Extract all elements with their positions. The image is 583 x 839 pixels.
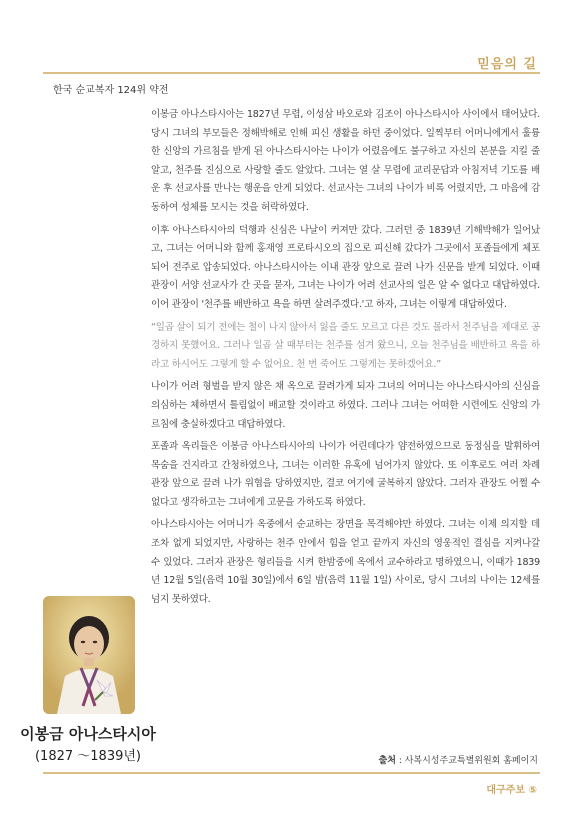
quote-paragraph: “일곱 살이 되기 전에는 철이 나지 않아서 잃을 줄도 모르고 다른 것도 몰라서 천주님을 제대로 공경하지 못했어요. 그러나 일곱 살 때부터는 천주를 섬겨 왔으니, 오늘 천주님을 배반하고 욕을 하라고 하시어도 그렇게 할 수 없어요. 천 번 죽어도 그렇게는 못하겠어요.” — [151, 321, 540, 370]
paragraph-2: 이후 아나스타시아의 덕행과 신심은 나날이 커져만 갔다. 그러던 중 1839년 기해박해가 일어났고, 그녀는 어머니와 함께 홍재영 프로타시오의 집으로 피신해 갔다가 그곳에서 포졸들에게 체포되어 전주로 압송되었다. 아나스타시아는 이내 관장 앞으로 끌려 나가 신문을 받게 되었다. 이때 관장이 서양 선교사가 간 곳을 묻자, 그녀는 나이가 어려 선교사의 일은 알 수 없다고 대답하였다. 이어 관장이 '천주를 배반하고 욕을 하면 살려주겠다.'고 하자, 그녀는 이렇게 대답하였다. — [151, 224, 540, 310]
article-body — [151, 106, 540, 613]
paragraph-5: 포졸과 옥리들은 이봉금 아나스타시아의 나이가 어린데다가 얌전하였으므로 동정심을 발휘하여 목숨을 건지라고 간청하였으나, 그녀는 이러한 유혹에 넘어가지 않았다. 또 이후로도 여러 차례 관장 앞으로 끌려 나가 위협을 당하였지만, 결코 여기에 굴복하지 않았다. 그러자 관장도 어쩔 수 없다고 생각하고는 그녀에게 고문을 가하도록 하였다. — [151, 441, 540, 508]
portrait-image — [43, 596, 135, 714]
portrait-caption-years: (1827 ～1839년) — [34, 749, 141, 764]
paragraph-6: 아나스타시아는 어머니가 옥중에서 순교하는 장면을 목격해야만 하였다. 그녀는 이제 의지할 데조차 없게 되었지만, 사랑하는 천주 안에서 힘을 얻고 끝까지 자신의 영웅적인 결심을 지켜나갈 수 있었다. 그러자 관장은 형리들을 시켜 한밤중에 옥에서 교수하라고 명하였으니, 이때가 1839년 12월 5일(음력 10월 30일)에서 6일 밤(음력 11월 1일) 사이로, 당시 그녀의 나이는 12세를 넘지 못하였다. — [151, 519, 540, 605]
source-text: : 사복시성주교특별위원회 홈페이지 — [395, 756, 538, 766]
section-title: 믿음의 길 — [477, 57, 537, 72]
portrait-caption-name: 이봉금 아나스타시아 — [20, 725, 156, 743]
paragraph-4: 나이가 어려 형벌을 받지 않은 채 옥으로 끌려가게 되자 그녀의 어머니는 아나스타시아의 신심을 의심하는 체하면서 틀림없이 배교할 것이라고 하였다. 그러나 그녀는 어떠한 시련에도 신앙의 가르침에 충실하겠다고 대답하였다. — [151, 381, 540, 430]
article-subtitle: 한국 순교복자 124위 약전 — [53, 85, 169, 96]
source-label: 출처 — [378, 756, 396, 766]
source-line — [379, 753, 538, 766]
footer-divider — [43, 772, 540, 774]
paragraph-1: 이봉금 아나스타시아는 1827년 무렵, 이성삼 바오로와 김조이 아나스타시아 사이에서 태어났다. 당시 그녀의 부모들은 정해박해로 인해 피신 생활을 하던 중이었다. 일찍부터 어머니에게서 훌륭한 신앙의 가르침을 받게 된 아나스타시아는 나이가 어렸음에도 불구하고 자신의 본분을 지킬 줄 알고, 천주를 진심으로 사랑할 줄도 알았다. 그녀는 열 살 무렵에 교리문답과 아침저녁 기도를 배운 후 선교사를 만나는 행운을 안게 되었다. 선교사는 그녀의 나이가 비록 어렸지만, 그 마음에 감동하여 성체를 모시는 것을 허락하였다. — [151, 109, 540, 213]
header-divider — [43, 72, 540, 74]
page-footer: 대구주보 ⑤ — [486, 785, 537, 796]
